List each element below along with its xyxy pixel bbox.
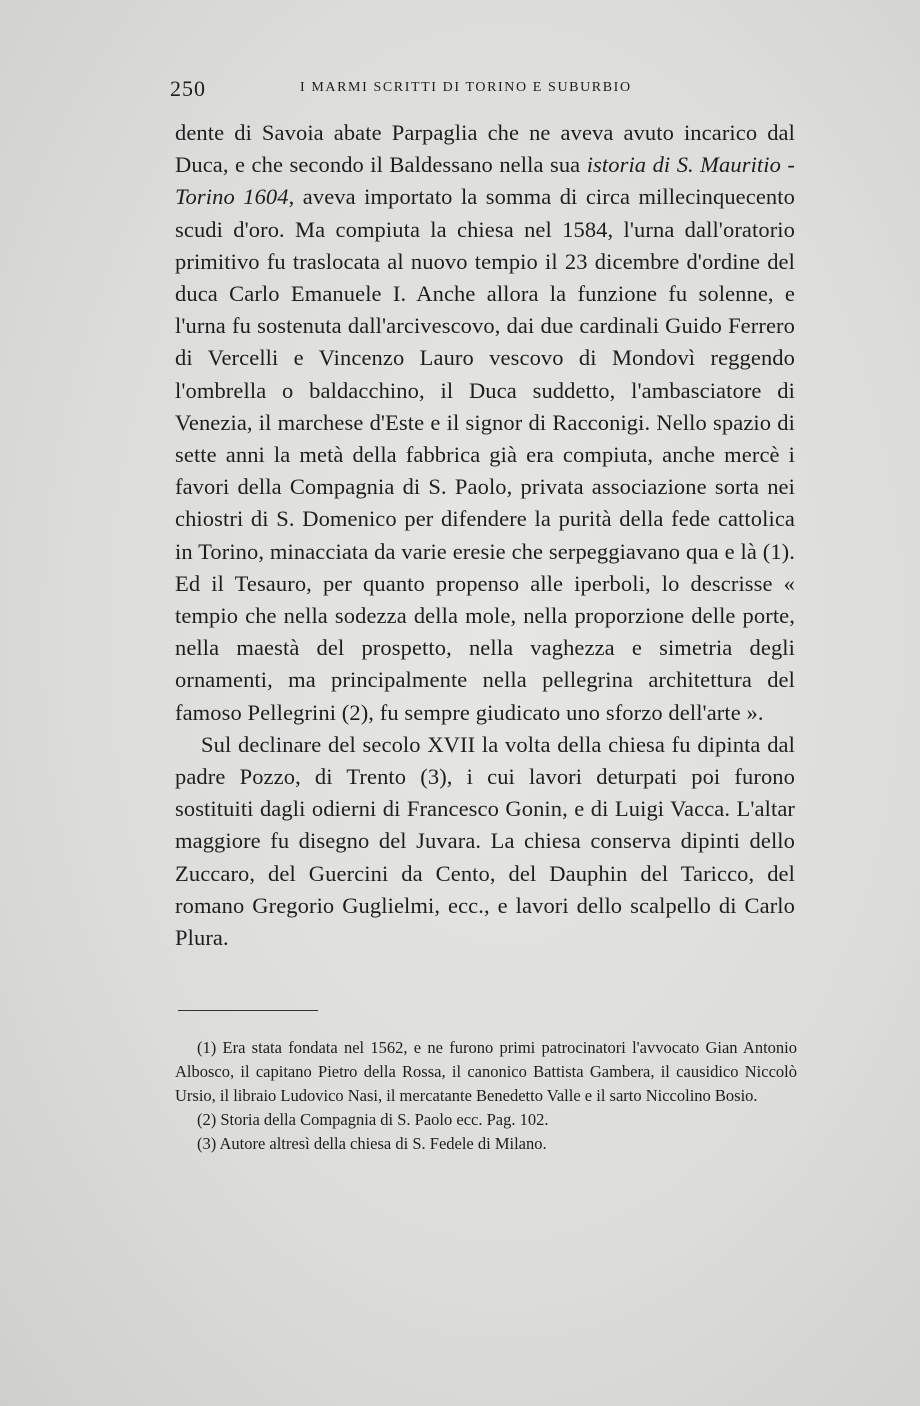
footnote-2: (2) Storia della Compagnia di S. Paolo ecc. Pag. 102. <box>197 1110 549 1129</box>
page-number: 250 <box>170 76 206 101</box>
paragraph-2: Sul declinare del secolo XVII la volta della chiesa fu dipinta dal padre Pozzo, di Trento (3), i cui lavori deturpati poi furono sostituiti dagli odierni di Francesco Gonin, e di Luigi Vacca. L'altar maggiore fu disegno del Juvara. La chiesa conserva dipinti dello Zuccaro, del Guercini da Cento, del Dauphin del Taricco, del romano Gregorio Guglielmi, ecc., e lavori dello scalpello di Carlo Plura. <box>175 731 795 951</box>
main-text <box>175 117 795 954</box>
running-head <box>170 76 798 100</box>
footnote-1: (1) Era stata fondata nel 1562, e ne furono primi patrocinatori l'avvocato Gian Antonio Albosco, il capitano Pietro della Rossa, il canonico Battista Gambera, il causidico Niccolò Ursio, il libraio Ludovico Nasi, il mercatante Benedetto Valle e il sarto Niccolino Bosio. <box>175 1038 797 1105</box>
running-title: I MARMI SCRITTI DI TORINO E SUBURBIO <box>300 80 632 95</box>
cited-work-title: istoria di S. Mauritio - Torino 1604 <box>175 152 795 210</box>
footnotes <box>175 1036 797 1156</box>
footnote-3: (3) Autore altresì della chiesa di S. Fedele di Milano. <box>197 1134 547 1153</box>
footnote-separator <box>178 1010 318 1011</box>
paragraph-1 <box>175 117 795 729</box>
paragraph-1-text-c: , aveva importato la somma di circa millecinquecento scudi d'oro. Ma compiuta la chiesa nel 1584, l'urna dall'oratorio primitivo fu traslocata al nuovo tempio il 23 dicembre d'ordine del duca Carlo Emanuele I. Anche allora la funzione fu solenne, e l'urna fu sostenuta dall'arcivescovo, dai due cardinali Guido Ferrero di Vercelli e Vincenzo Lauro vescovo di Mondovì reggendo l'ombrella o baldacchino, il Duca suddetto, l'ambasciatore di Venezia, il marchese d'Este e il signor di Racconigi. Nello spazio di sette anni la metà della fabbrica già era compiuta, anche mercè i favori della Compagnia di S. Paolo, privata associazione sorta nei chiostri di S. Domenico per difendere la purità della fede cattolica in Torino, minacciata da varie eresie che serpeggiavano qua e là (1). Ed il Tesauro, per quanto propenso alle iperboli, lo descrisse « tempio che nella sodezza della mole, nella proporzione delle porte, nella maestà del prospetto, nella vaghezza e simetria degli ornamenti, ma principalmente nella pellegrina architettura del famoso Pellegrini (2), fu sempre giudicato uno sforzo dell'arte ». <box>175 184 795 725</box>
paragraph-1-text-a: dente di Savoia abate Parpaglia che ne aveva avuto incarico dal Duca, e che secondo il Baldessano nella sua <box>175 120 795 178</box>
